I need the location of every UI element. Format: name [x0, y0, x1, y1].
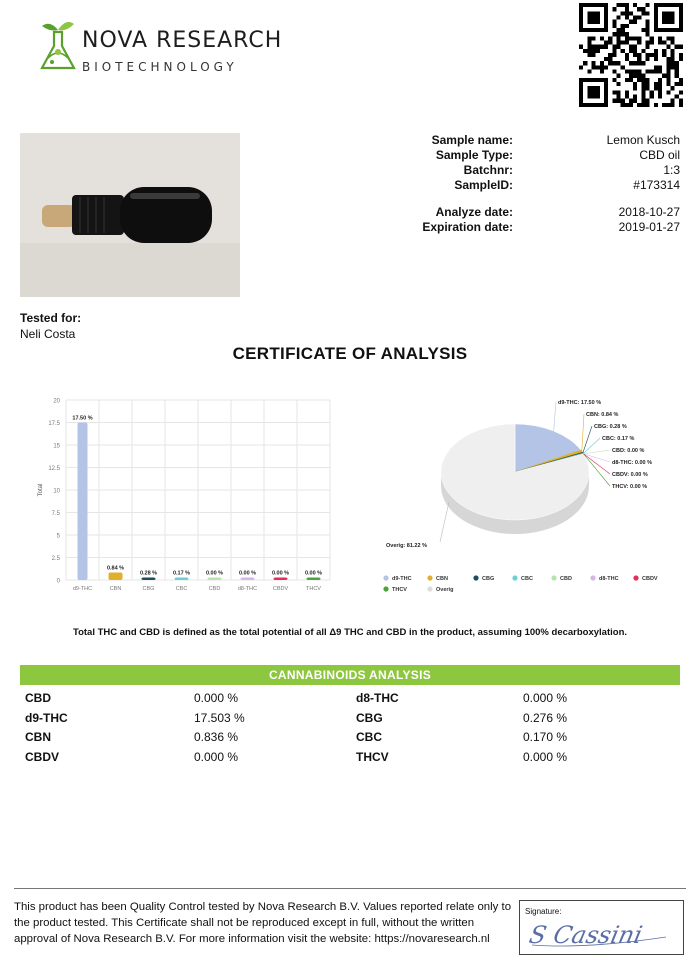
x-tick-label: CBG: [142, 586, 155, 592]
decarboxylation-note: Total THC and CBD is defined as the total potential of all Δ9 THC and CBD in the product, assuming 100% decarboxylation.: [72, 627, 628, 638]
y-tick-label: 15: [53, 443, 60, 450]
signature-box: [519, 900, 684, 955]
table-row: [20, 747, 680, 767]
analyze-date-label: Analyze date:: [435, 205, 513, 219]
bar-CBG: [142, 577, 156, 580]
legend-swatch: [633, 575, 638, 580]
batch-label: Batchnr:: [463, 163, 513, 177]
sample-type-label: Sample Type:: [435, 148, 513, 162]
analyze-date-value: 2018-10-27: [618, 205, 680, 219]
bar-CBD: [208, 578, 222, 581]
y-axis-label: Total: [38, 483, 44, 497]
bar-value-label: 0.17 %: [172, 570, 191, 577]
pie-chart: [378, 392, 678, 602]
legend-swatch: [383, 575, 388, 580]
legend-swatch: [551, 575, 556, 580]
tested-for-label: Tested for:: [20, 311, 82, 325]
analysis-table-heading: CANNABINOIDS ANALYSIS: [20, 665, 680, 685]
svg-text:S Cassini: S Cassini: [526, 920, 645, 949]
pie-leader-line: [583, 438, 600, 454]
cannabinoid-name: d9-THC: [25, 710, 68, 725]
signature-image: [526, 915, 676, 951]
cannabinoid-value: 0.276 %: [523, 710, 568, 725]
batch-value: 1:3: [663, 163, 680, 177]
pie-label: CBG: 0.28 %: [594, 424, 627, 430]
x-tick-label: d8-THC: [237, 586, 258, 592]
pie-leader-line: [583, 454, 610, 462]
bar-CBDV: [274, 578, 288, 581]
x-tick-label: CBDV: [272, 586, 289, 592]
bar-value-label: 0.84 %: [106, 565, 125, 572]
x-tick-label: CBN: [109, 586, 122, 592]
legend-label: CBD: [560, 576, 572, 582]
tested-for-name: Neli Costa: [20, 327, 76, 341]
cannabinoid-name: CBC: [356, 730, 382, 744]
legend-label: CBN: [436, 576, 448, 582]
y-tick-label: 2.5: [51, 556, 60, 562]
pie-label: d8-THC: 0.00 %: [612, 460, 653, 466]
bar-value-label: 0.00 %: [271, 570, 290, 577]
cannabinoid-name: CBDV: [25, 749, 60, 764]
bar-CBC: [175, 578, 189, 581]
cannabinoid-value: 0.000 %: [194, 691, 239, 705]
sample-type-value: CBD oil: [639, 148, 680, 162]
cannabinoid-name: CBG: [356, 710, 383, 725]
cannabinoid-name: CBD: [25, 691, 51, 705]
sample-id-value: #173314: [633, 178, 680, 192]
pie-leader-line: [583, 450, 610, 454]
legend-label: CBC: [521, 576, 533, 582]
brand-tagline: BIOTECHNOLOGY: [82, 60, 238, 74]
legend-swatch: [383, 586, 388, 591]
pie-leader-line: [440, 502, 449, 542]
pie-label: CBC: 0.17 %: [602, 436, 635, 442]
pie-label: d9-THC: 17.50 %: [558, 400, 602, 406]
product-photo: [20, 133, 240, 297]
bar-chart: [30, 392, 340, 602]
bar-d9-THC: [78, 423, 88, 581]
bar-value-label: 0.28 %: [139, 570, 158, 577]
cannabinoid-name: CBN: [25, 730, 51, 744]
y-tick-label: 5: [56, 533, 60, 540]
cannabinoid-value: 17.503 %: [194, 710, 245, 725]
legend-swatch: [512, 575, 517, 580]
bar-value-label: 17.50 %: [72, 415, 93, 422]
signature-label: Signature:: [525, 907, 562, 916]
legend-label: THCV: [392, 587, 407, 593]
footer-divider: [14, 888, 686, 889]
cannabinoid-value: 0.000 %: [523, 749, 568, 764]
y-tick-label: 0: [56, 578, 60, 585]
pie-leader-line: [554, 402, 556, 431]
table-row: [20, 727, 680, 747]
y-tick-label: 7.5: [51, 511, 60, 517]
cannabinoid-value: 0.000 %: [523, 691, 568, 705]
bar-value-label: 0.00 %: [304, 570, 323, 577]
sample-info-values: [560, 133, 680, 235]
cannabinoid-value: 0.836 %: [194, 730, 239, 744]
x-tick-label: d9-THC: [72, 586, 93, 592]
page-title: CERTIFICATE OF ANALYSIS: [232, 344, 468, 363]
sample-id-label: SampleID:: [454, 178, 513, 192]
bar-value-label: 0.00 %: [238, 570, 257, 577]
x-tick-label: CBC: [175, 586, 188, 592]
pie-label: CBN: 0.84 %: [586, 412, 619, 418]
y-tick-label: 17.5: [48, 421, 60, 427]
pie-leader-line: [582, 414, 584, 451]
sample-info-labels: [370, 133, 513, 235]
bar-value-label: 0.00 %: [205, 570, 224, 577]
pie-leader-line: [583, 426, 592, 453]
pie-label: Overig: 81.22 %: [386, 543, 427, 549]
legend-label: d9-THC: [392, 576, 412, 582]
qr-code: [578, 3, 684, 107]
bar-CBN: [109, 572, 123, 580]
flask-leaf-icon: [42, 22, 74, 68]
expiration-date-value: 2019-01-27: [618, 220, 680, 234]
table-row: [20, 688, 680, 708]
legend-label: d8-THC: [599, 576, 619, 582]
y-tick-label: 20: [53, 398, 60, 405]
cannabinoid-value: 0.170 %: [523, 730, 568, 744]
sample-name-value: Lemon Kusch: [606, 133, 680, 147]
y-tick-label: 10: [53, 488, 60, 495]
legend-swatch: [473, 575, 478, 580]
legend-swatch: [427, 575, 432, 580]
footer-disclaimer: This product has been Quality Control tested by Nova Research B.V. Values reported relate only to the product tested. This Certificate shall not be reproduced except in full, without the written approval of Nova Research B.V. For more information visit the website: https://novaresearch.nl: [14, 901, 512, 945]
cannabinoid-name: THCV: [356, 749, 389, 764]
legend-label: CBDV: [642, 576, 658, 582]
expiration-date-label: Expiration date:: [422, 220, 513, 234]
legend-swatch: [427, 586, 432, 591]
bar-THCV: [307, 578, 321, 581]
pie-label: THCV: 0.00 %: [612, 484, 648, 490]
cannabinoid-value: 0.000 %: [194, 749, 239, 764]
pie-label: CBD: 0.00 %: [612, 448, 645, 454]
cannabinoid-name: d8-THC: [356, 691, 399, 705]
pie-label: CBDV: 0.00 %: [612, 472, 648, 478]
y-tick-label: 12.5: [48, 466, 60, 472]
analysis-table: [20, 688, 680, 766]
legend-label: CBG: [482, 576, 495, 582]
x-tick-label: THCV: [306, 586, 321, 592]
brand-name: NOVA RESEARCH: [82, 28, 283, 53]
table-row: [20, 708, 680, 728]
x-tick-label: CBD: [208, 586, 221, 592]
legend-label: Overig: [436, 587, 454, 593]
bar-d8-THC: [241, 578, 255, 581]
legend-swatch: [590, 575, 595, 580]
sample-name-label: Sample name:: [431, 133, 513, 147]
